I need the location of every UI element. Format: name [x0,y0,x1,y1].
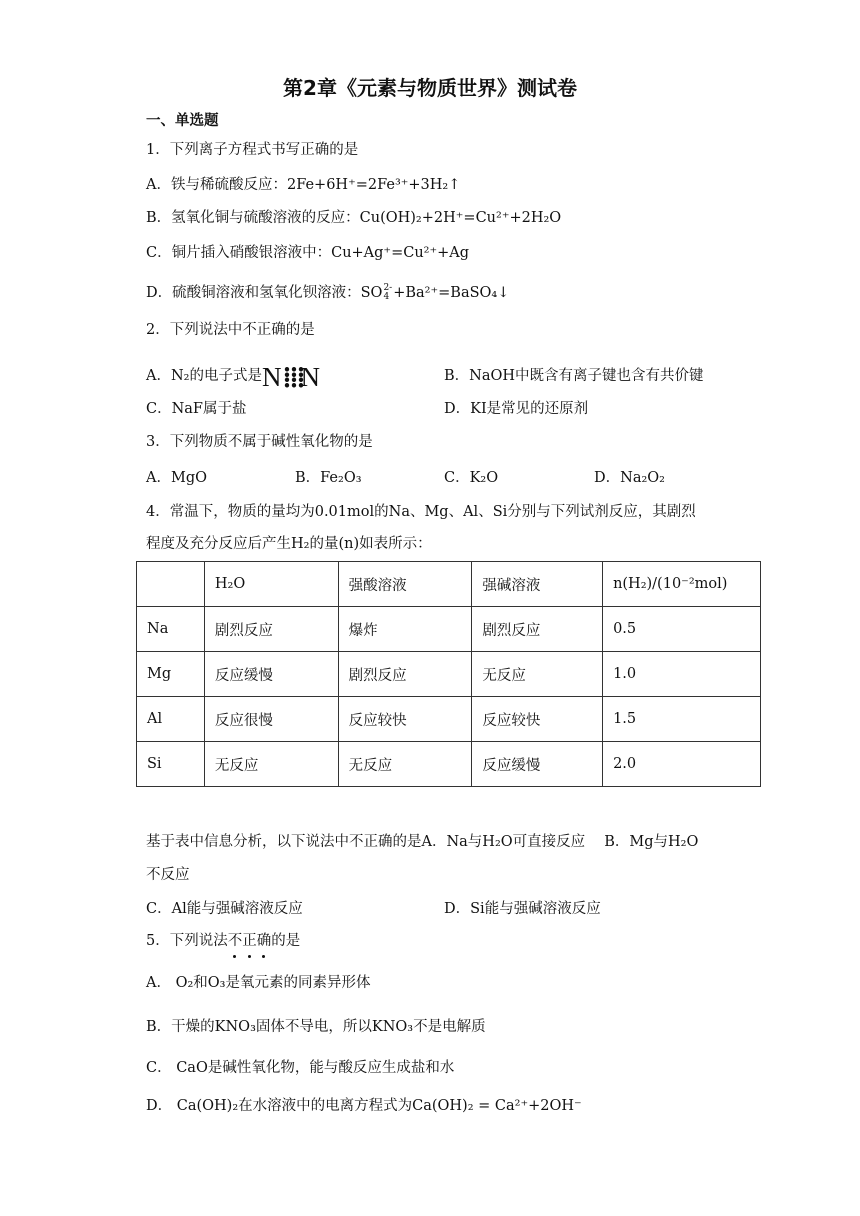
table-cell: Al [137,697,205,742]
q2-option-d: D．KI是常见的还原剂 [444,401,589,417]
emphasis-char: 正 [242,933,257,949]
q1-option-d-prefix: D．硫酸铜溶液和氢氧化钡溶液：SO [146,285,383,301]
table-row [137,652,761,697]
sulfate-charge: 2- [383,283,393,293]
lewis-bond-dots-icon: ⁞⁞⁞ [282,362,304,392]
table-cell: 无反应 [204,742,338,787]
q2-option-c: C．NaF属于盐 [146,401,247,417]
q3-option-c: C．K₂O [444,470,499,486]
table-cell: 2.0 [603,742,761,787]
q3-stem: 3．下列物质不属于碱性氧化物的是 [146,434,373,450]
q5-option-d: D． Ca(OH)₂在水溶液中的电离方程式为Ca(OH)₂ = Ca²⁺+2OH⁻ [146,1098,582,1114]
table-header-cell: H₂O [204,562,338,607]
q2-option-a [146,364,321,390]
emphasis-char: 不 [227,933,243,949]
n2-electron-formula [262,364,321,390]
table-cell: 反应较快 [338,697,472,742]
table-header-cell: 强碱溶液 [472,562,603,607]
table-cell: 反应很慢 [204,697,338,742]
emphasis-char: 确 [256,933,272,949]
table-row [137,607,761,652]
q3-option-b: B．Fe₂O₃ [295,470,362,486]
q2-option-a-text: A．N₂的电子式是 [146,368,262,384]
table-header-row [137,562,761,607]
table-header-cell [137,562,205,607]
table-cell: Si [137,742,205,787]
q5-stem-end: 的是 [271,933,301,949]
q3-option-d: D．Na₂O₂ [594,470,665,486]
q5-option-c: C． CaO是碱性氧化物，能与酸反应生成盐和水 [146,1060,455,1076]
q4-after-line1: 基于表中信息分析，以下说法中不正确的是A．Na与H₂O可直接反应 B．Mg与H₂O [146,834,699,850]
q4-stem-line1: 4．常温下，物质的量均为0.01mol的Na、Mg、Al、Si分别与下列试剂反应，其剧烈 [146,504,696,520]
table-cell: 反应较快 [472,697,603,742]
q5-stem [146,931,300,951]
q1-option-d-suffix: +Ba²⁺=BaSO₄↓ [393,285,510,301]
table-cell: 0.5 [603,607,761,652]
q4-stem-line2: 程度及充分反应后产生H₂的量(n)如表所示： [146,536,432,552]
table-cell: 1.0 [603,652,761,697]
table-cell: 无反应 [472,652,603,697]
section-heading: 一、单选题 [146,112,219,129]
q3-option-a: A．MgO [146,470,207,486]
table-row [137,742,761,787]
lewis-atom-right: N [300,362,321,392]
table-cell: 剧烈反应 [204,607,338,652]
q1-stem: 1．下列离子方程式书写正确的是 [146,142,359,158]
q1-option-d [146,283,509,303]
table-cell: 无反应 [338,742,472,787]
q4-option-d: D．Si能与强碱溶液反应 [444,901,601,917]
table-header-cell: 强酸溶液 [338,562,472,607]
q5-stem-start: 5．下列说法 [146,933,228,949]
q1-option-a: A．铁与稀硫酸反应：2Fe+6H⁺=2Fe³⁺+3H₂↑ [146,177,461,193]
sulfate-subscript: 4 [383,292,390,302]
table-cell: 1.5 [603,697,761,742]
table-row [137,697,761,742]
table-cell: Mg [137,652,205,697]
q4-after-line2: 不反应 [146,867,190,883]
q5-option-a: A． O₂和O₃是氧元素的同素异形体 [146,975,371,991]
q1-option-c: C．铜片插入硝酸银溶液中：Cu+Ag⁺=Cu²⁺+Ag [146,245,470,261]
reaction-table [136,561,761,787]
lewis-atom-left: N [261,362,283,392]
q5-option-b: B．干燥的KNO₃固体不导电，所以KNO₃不是电解质 [146,1019,486,1035]
table-cell: Na [137,607,205,652]
table-cell: 爆炸 [338,607,472,652]
table-cell: 反应缓慢 [204,652,338,697]
q2-stem: 2．下列说法中不正确的是 [146,322,315,338]
table-cell: 剧烈反应 [338,652,472,697]
q2-option-b: B．NaOH中既含有离子键也含有共价键 [444,368,704,384]
page-title: 第2章《元素与物质世界》测试卷 [283,76,577,100]
q4-option-c: C．Al能与强碱溶液反应 [146,901,303,917]
table-cell: 反应缓慢 [472,742,603,787]
table-cell: 剧烈反应 [472,607,603,652]
table-header-cell: n(H₂)/(10⁻²mol) [603,562,761,607]
q1-option-b: B．氢氧化铜与硫酸溶液的反应：Cu(OH)₂+2H⁺=Cu²⁺+2H₂O [146,210,562,226]
sulfate-charge-stack [383,284,392,302]
